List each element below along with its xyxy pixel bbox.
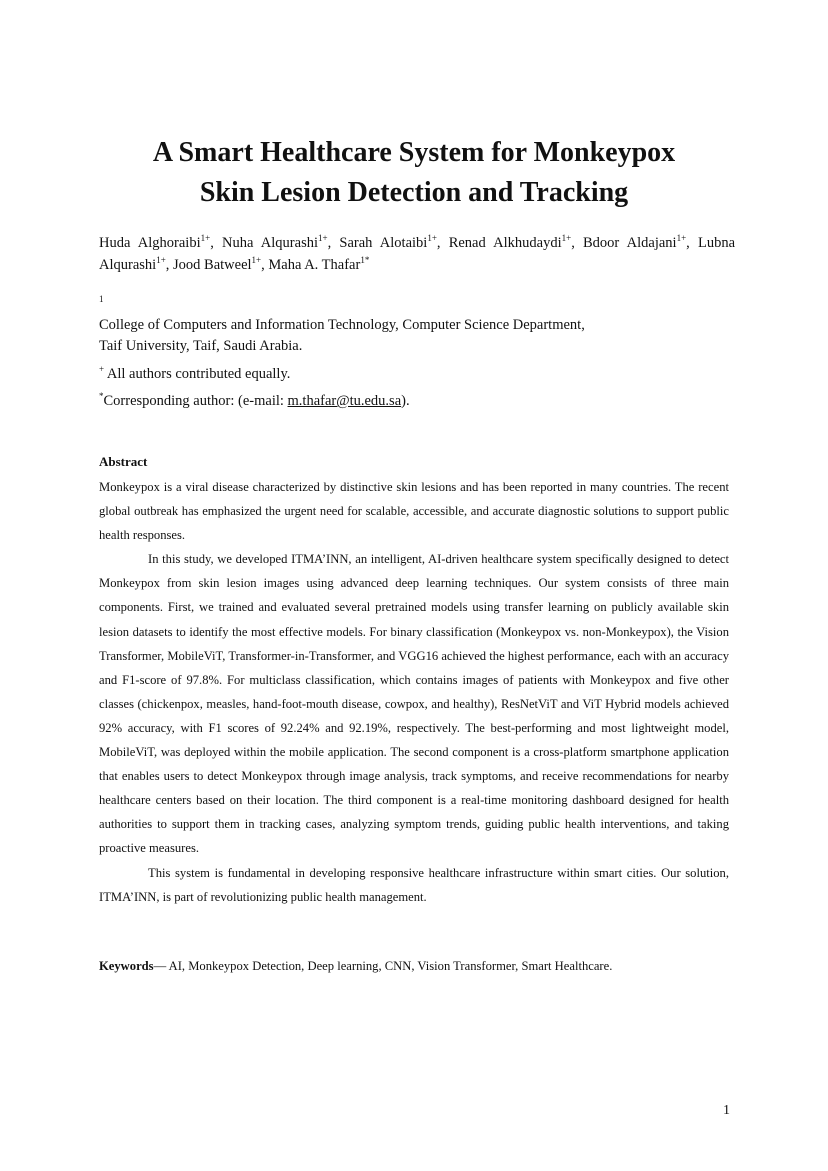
equal-contribution-note: + All authors contributed equally.: [99, 364, 291, 382]
abstract-paragraph: Monkeypox is a viral disease characterized by distinctive skin lesions and has been reported in many countries. The recent global outbreak has emphasized the urgent need for scalable, accessible, and accurate diagnostic solutions to support public health responses.: [99, 480, 729, 543]
author: Maha A. Thafar$^{1*}$: [268, 255, 370, 273]
author: Renad Alkhudaydi$^{1+}$,: [448, 233, 583, 251]
corresponding-email-link[interactable]: m.thafar@tu.edu.sa: [287, 393, 402, 409]
abstract-heading: Abstract: [99, 454, 148, 469]
paper-title: [60, 133, 768, 213]
author: Jood Batweel$^{1+}$,: [173, 255, 269, 273]
keywords: [99, 956, 739, 976]
affiliation: [99, 294, 739, 357]
title-line-2: Skin Lesion Detection and Tracking: [199, 177, 629, 208]
author: Bdoor Aldajani$^{1+}$,: [583, 233, 698, 251]
abstract-body: [99, 475, 729, 909]
corresponding-author-note: *Corresponding author: (e-mail: m.thafar@tu.edu.sa).: [99, 391, 410, 409]
affiliation-line-1: $^1$ College of Computers and Information Technology, Computer Science Department,: [99, 294, 585, 333]
affiliation-mark: 1: [99, 294, 104, 304]
abstract-paragraph: In this study, we developed ITMA’INN, an intelligent, AI-driven healthcare system specifically designed to detect Monkeypox from skin lesion images using advanced deep learning techniques. Our system consists of three main components. First, we trained and evaluated several pretrained models using transfer learning on publicly available skin lesion datasets to identify the most effective models. For binary classification (Monkeypox vs. non-Monkeypox), the Vision Transformer, MobileViT, Transformer-in-Transformer, and VGG16 achieved the highest performance, each with an accuracy and F1-score of 97.8%. For multiclass classification, which contains images of patients with Monkeypox and five other classes (chickenpox, measles, hand-foot-mouth disease, cowpox, and healthy), ResNetViT and ViT Hybrid models achieved 92% accuracy, with F1 scores of 92.24% and 92.19%, respectively. The best-performing and most lightweight model, MobileViT, was deployed within the mobile application. The second component is a cross-platform smartphone application that enables users to detect Monkeypox through image analysis, track symptoms, and receive recommendations for nearby healthcare centers based on their location. The third component is a real-time monitoring dashboard designed for health authorities to support them in tracking cases, analyzing symptom trends, guiding public health interventions, and taking proactive measures.: [99, 552, 729, 856]
keywords-text: — AI, Monkeypox Detection, Deep learning, CNN, Vision Transformer, Smart Healthcare.: [153, 959, 613, 973]
author: Nuha Alqurashi$^{1+}$,: [222, 233, 340, 251]
author-notes: [99, 361, 739, 415]
keywords-label: Keywords: [99, 959, 154, 973]
title-line-1: A Smart Healthcare System for Monkeypox: [152, 137, 676, 168]
abstract-paragraph: This system is fundamental in developing responsive healthcare infrastructure within smart cities. Our solution, ITMA’INN, is part of revolutionizing public health management.: [99, 865, 729, 904]
affiliation-line-2: Taif University, Taif, Saudi Arabia.: [99, 338, 303, 354]
page-number: 1: [723, 1103, 730, 1118]
author-list: [99, 232, 735, 276]
author: Lubna Alqurashi$^{1+}$,: [99, 235, 736, 273]
author: Huda Alghoraibi$^{1+}$,: [99, 233, 223, 251]
author: Sarah Alotaibi$^{1+}$,: [339, 233, 449, 251]
